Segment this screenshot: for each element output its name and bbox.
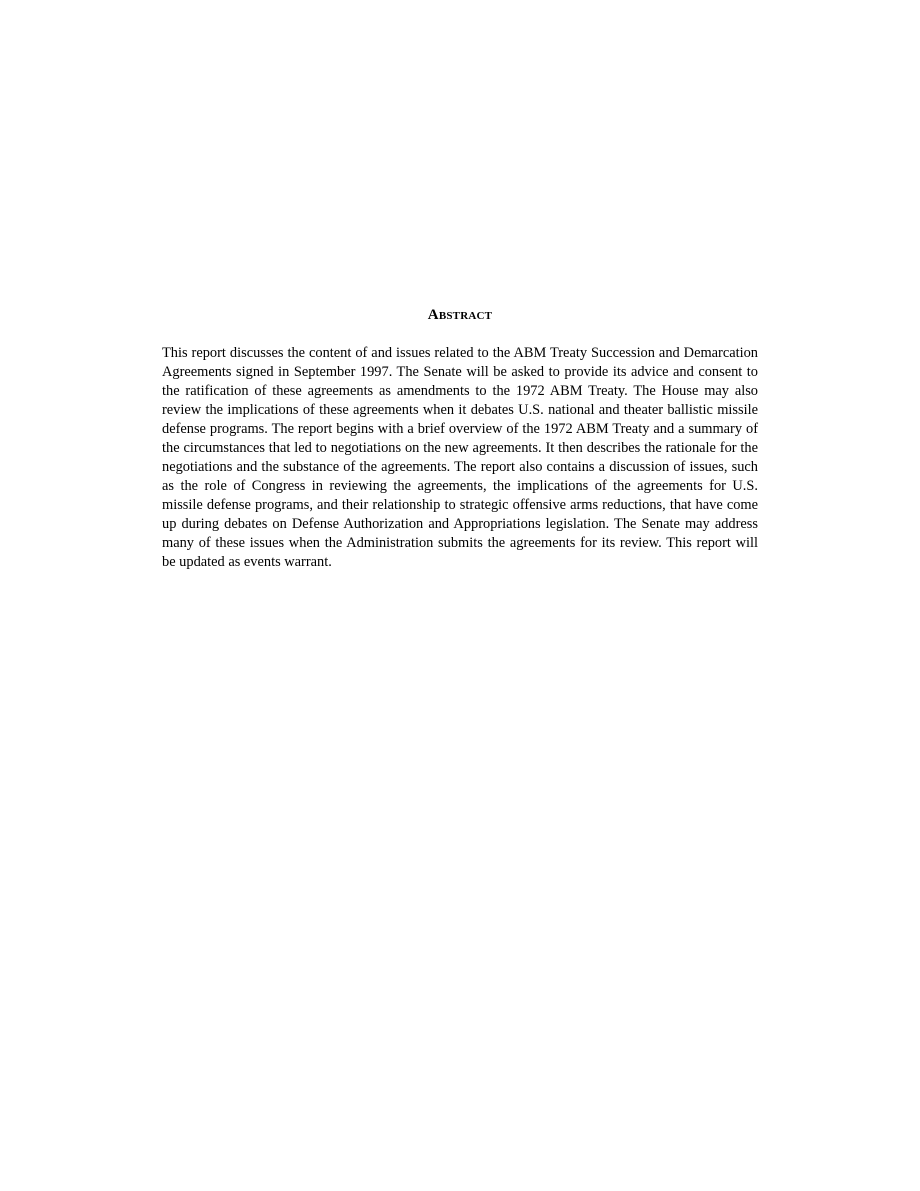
abstract-heading: Abstract bbox=[427, 307, 493, 323]
abstract-body: This report discusses the content of and issues related to the ABM Treaty Succession and Demarcation Agreements signed in September 1997. The Senate will be asked to provide its advice and consent to the ratification of these agreements as amendments to the 1972 ABM Treaty. The House may also review the implications of these agreements when it debates U.S. national and theater ballistic missile defense programs. The report begins with a brief overview of the 1972 ABM Treaty and a summary of the circumstances that led to negotiations on the new agreements. It then describes the rationale for the negotiations and the substance of the agreements. The report also contains a discussion of issues, such as the role of Congress in reviewing the agreements, the implications of the agreements for U.S. missile defense programs, and their relationship to strategic offensive arms reductions, that have come up during debates on Defense Authorization and Appropriations legislation. The Senate may address many of these issues when the Administration submits the agreements for its review. This report will be updated as events warrant. bbox=[162, 345, 758, 570]
